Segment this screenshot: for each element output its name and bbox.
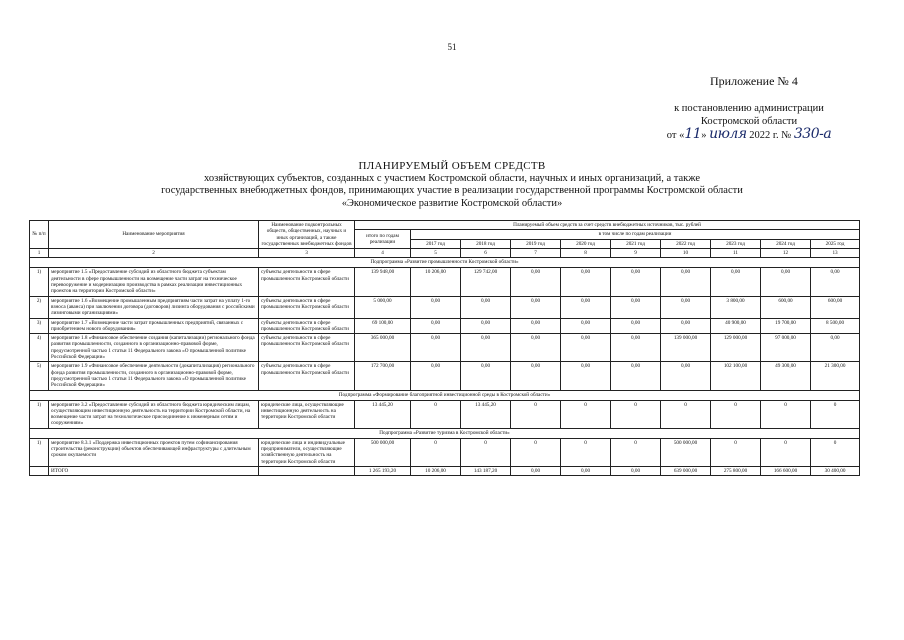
subprogram-title: Подпрограмма «Развитие туризма в Костромской области» [30, 428, 860, 438]
row-year-value: 0 [411, 438, 461, 466]
total-label: ИТОГО [49, 466, 259, 475]
row-year-value: 0,00 [461, 334, 511, 362]
planned-funds-table [29, 220, 860, 476]
row-year-value: 102 100,00 [711, 362, 761, 390]
handwritten-number: 330-а [793, 126, 832, 142]
row-year-value: 13 445,20 [461, 400, 511, 428]
total-row [30, 466, 860, 475]
header-planned: Планируемый объем средств за счет средств внебюджетных источников, тыс. рублей [355, 221, 860, 230]
header-num: № п/п [30, 221, 49, 249]
decree-line-1: к постановлению администрации [674, 103, 824, 114]
row-year-value: 0,00 [561, 268, 611, 296]
row-year-value: 49 300,00 [761, 362, 811, 390]
header-year: 2025 год [811, 239, 860, 248]
row-year-value: 0,00 [461, 296, 511, 318]
row-year-value: 0,00 [611, 334, 661, 362]
row-year-value: 19 700,00 [761, 318, 811, 334]
row-year-value: 0,00 [511, 362, 561, 390]
column-index: 4 [355, 249, 411, 258]
decree-reference [664, 103, 834, 143]
row-year-value: 129 742,00 [461, 268, 511, 296]
header-year: 2018 год [461, 239, 511, 248]
row-num: 1) [30, 438, 49, 466]
column-index: 6 [461, 249, 511, 258]
total-sum: 1 265 193,20 [355, 466, 411, 475]
row-year-value: 0,00 [511, 334, 561, 362]
handwritten-day: 11 [684, 126, 702, 142]
total-year-value: 30 400,00 [811, 466, 860, 475]
row-year-value: 0,00 [761, 268, 811, 296]
subprogram-row [30, 390, 860, 400]
row-year-value: 0 [661, 400, 711, 428]
row-org: субъекты деятельности в сфере промышленности Костромской области [259, 318, 355, 334]
table-row [30, 318, 860, 334]
row-year-value: 0,00 [411, 362, 461, 390]
heading-line-1: хозяйствующих субъектов, созданных с участием Костромской области, научных и иных организаций, а также [204, 172, 700, 184]
row-year-value: 0 [611, 400, 661, 428]
table-row [30, 362, 860, 390]
table-row [30, 400, 860, 428]
row-year-value: 0,00 [661, 362, 711, 390]
row-year-value: 0,00 [661, 268, 711, 296]
date-year: 2022 г. № [746, 130, 794, 141]
row-num: 1) [30, 400, 49, 428]
row-org: субъекты деятельности в сфере промышленности Костромской области [259, 296, 355, 318]
row-org: юридические лица и индивидуальные предприниматели, осуществляющие хозяйственную деятельность на территории Костромской области [259, 438, 355, 466]
row-total: 172 700,00 [355, 362, 411, 390]
header-org: Наименование подконтрольных обществ, общественных, научных и иных организаций, а также государственных внебюджетных фондов [259, 221, 355, 249]
row-year-value: 0,00 [511, 318, 561, 334]
total-year-value: 143 187,20 [461, 466, 511, 475]
row-event: мероприятие 3.2 «Предоставление субсидий из областного бюджета юридическим лицам, осуществляющим инвестиционную деятельность на территории Костромской области, на возмещение части затрат на технологическое присоединение к инженерным сетям и сооружениям» [49, 400, 259, 428]
row-total: 139 948,00 [355, 268, 411, 296]
row-year-value: 0,00 [511, 296, 561, 318]
header-year: 2017 год [411, 239, 461, 248]
subprogram-title: Подпрограмма «Развитие промышленности Костромской области» [30, 258, 860, 268]
row-year-value: 0,00 [411, 318, 461, 334]
row-year-value: 0,00 [461, 318, 511, 334]
row-num: 2) [30, 296, 49, 318]
row-year-value: 0,00 [561, 296, 611, 318]
column-index: 10 [661, 249, 711, 258]
row-year-value: 8 500,00 [811, 318, 860, 334]
row-year-value: 10 206,00 [411, 268, 461, 296]
row-event: мероприятие 8.3.1 «Поддержка инвестиционных проектов путем софинансирования строительства (реконструкции) объектов обеспечивающей инфраструктуры с длительным сроком окупаемости [49, 438, 259, 466]
row-year-value: 0 [511, 438, 561, 466]
header-year: 2022 год [661, 239, 711, 248]
row-year-value: 40 900,00 [711, 318, 761, 334]
row-year-value: 0 [611, 438, 661, 466]
heading-line-3: «Экономическое развитие Костромской области» [341, 197, 563, 209]
header-by-years: в том числе по годам реализации [411, 230, 860, 240]
table-row [30, 334, 860, 362]
row-year-value: 500 000,00 [661, 438, 711, 466]
table-row [30, 296, 860, 318]
row-total: 500 000,00 [355, 438, 411, 466]
total-year-value: 0,00 [611, 466, 661, 475]
subprogram-row [30, 258, 860, 268]
row-year-value: 0,00 [561, 318, 611, 334]
column-index: 13 [811, 249, 860, 258]
decree-line-2: Костромской области [700, 115, 798, 127]
row-year-value: 0 [761, 400, 811, 428]
row-year-value: 0 [711, 438, 761, 466]
row-year-value: 0 [811, 400, 860, 428]
header-year: 2019 год [511, 239, 561, 248]
header-event: Наименование мероприятия [49, 221, 259, 249]
row-year-value: 0,00 [611, 268, 661, 296]
row-year-value: 0 [411, 400, 461, 428]
row-year-value: 0,00 [411, 334, 461, 362]
row-org: субъекты деятельности в сфере промышленности Костромской области [259, 334, 355, 362]
header-year: 2024 год [761, 239, 811, 248]
total-year-value: 0,00 [511, 466, 561, 475]
row-year-value: 0,00 [811, 334, 860, 362]
column-index-row [30, 249, 860, 258]
total-year-value: 166 600,00 [761, 466, 811, 475]
row-event: мероприятие 1.7 «Возмещение части затрат промышленных предприятий, связанных с приобретением нового оборудования» [49, 318, 259, 334]
row-total: 69 100,00 [355, 318, 411, 334]
total-year-value: 0,00 [561, 466, 611, 475]
row-event: мероприятие 1.8 «Финансовое обеспечение создания (капитализации) регионального фонда развития промышленности, созданного в организационно-правовой форме, предусмотренной частью 1 статьи 11 Федерального закона «О промышленной политике Российской Федерации» [49, 334, 259, 362]
total-year-value: 275 800,00 [711, 466, 761, 475]
header-total: итого по годам реализации [355, 230, 411, 249]
row-year-value: 0,00 [661, 318, 711, 334]
row-year-value: 0,00 [511, 268, 561, 296]
row-event: мероприятие 1.9 «Финансовое обеспечение деятельности (докапитализация) регионального фонда развития промышленности, созданного в организационно-правовой форме, предусмотренной частью 1 статьи 11 Федерального закона «О промышленной политике Российской Федерации» [49, 362, 259, 390]
row-year-value: 0,00 [811, 268, 860, 296]
row-total: 5 000,00 [355, 296, 411, 318]
row-year-value: 21 300,00 [811, 362, 860, 390]
row-num: 5) [30, 362, 49, 390]
column-index: 2 [49, 249, 259, 258]
header-row [30, 221, 860, 230]
row-year-value: 129 000,00 [711, 334, 761, 362]
handwritten-month: июля [709, 126, 747, 142]
row-event: мероприятие 1.5 «Предоставление субсидий из областного бюджета субъектам деятельности в сфере промышленности на возмещение части затрат на техническое перевооружение и модернизацию производства в рамках реализации инвестиционных проектов на территории Костромской области» [49, 268, 259, 296]
subprogram-title: Подпрограмма «Формирование благоприятной инвестиционной среды в Костромской области» [30, 390, 860, 400]
column-index: 5 [411, 249, 461, 258]
subprogram-row [30, 428, 860, 438]
row-year-value: 0 [761, 438, 811, 466]
row-num: 3) [30, 318, 49, 334]
row-num: 1) [30, 268, 49, 296]
row-year-value: 3 800,00 [711, 296, 761, 318]
row-total: 365 000,00 [355, 334, 411, 362]
column-index: 8 [561, 249, 611, 258]
appendix-title: Приложение № 4 [710, 74, 798, 88]
row-year-value: 0,00 [461, 362, 511, 390]
header-year: 2023 год [711, 239, 761, 248]
page-number: 51 [447, 42, 457, 52]
table-row [30, 268, 860, 296]
row-org: юридические лица, осуществляющие инвестиционную деятельность на территории Костромской области [259, 400, 355, 428]
row-year-value: 600,00 [761, 296, 811, 318]
document-heading [0, 160, 904, 210]
row-num: 4) [30, 334, 49, 362]
header-year: 2021 год [611, 239, 661, 248]
decree-date-line [664, 128, 834, 143]
row-year-value: 0,00 [561, 362, 611, 390]
row-year-value: 0 [711, 400, 761, 428]
row-year-value: 0,00 [561, 334, 611, 362]
column-index: 1 [30, 249, 49, 258]
column-index: 7 [511, 249, 561, 258]
row-year-value: 0,00 [611, 362, 661, 390]
heading-title: ПЛАНИРУЕМЫЙ ОБЪЕМ СРЕДСТВ [358, 160, 546, 172]
date-mid: » [701, 130, 710, 141]
row-year-value: 139 000,00 [661, 334, 711, 362]
heading-line-2: государственных внебюджетных фондов, принимающих участие в реализации государственной программы Костромской области [161, 185, 743, 196]
row-org: субъекты деятельности в сфере промышленности Костромской области [259, 362, 355, 390]
total-year-value: 639 000,00 [661, 466, 711, 475]
column-index: 3 [259, 249, 355, 258]
row-year-value: 0,00 [411, 296, 461, 318]
row-year-value: 0,00 [711, 268, 761, 296]
row-total: 13 445,20 [355, 400, 411, 428]
row-year-value: 0 [561, 400, 611, 428]
row-year-value: 0 [561, 438, 611, 466]
row-year-value: 0,00 [661, 296, 711, 318]
row-event: мероприятие 1.6 «Возмещение промышленным предприятиям части затрат на уплату 1-го взноса (аванса) при заключении договора (договоров) лизинга оборудования с российскими лизинговыми организациями» [49, 296, 259, 318]
row-year-value: 0 [511, 400, 561, 428]
date-prefix: от « [666, 130, 685, 141]
header-year: 2020 год [561, 239, 611, 248]
row-year-value: 0 [461, 438, 511, 466]
column-index: 9 [611, 249, 661, 258]
row-year-value: 0 [811, 438, 860, 466]
row-year-value: 0,00 [611, 296, 661, 318]
row-year-value: 97 000,00 [761, 334, 811, 362]
row-year-value: 600,00 [811, 296, 860, 318]
row-year-value: 0,00 [611, 318, 661, 334]
column-index: 11 [711, 249, 761, 258]
column-index: 12 [761, 249, 811, 258]
row-org: субъекты деятельности в сфере промышленности Костромской области [259, 268, 355, 296]
total-org [259, 466, 355, 475]
total-num [30, 466, 49, 475]
table-row [30, 438, 860, 466]
total-year-value: 10 206,00 [411, 466, 461, 475]
